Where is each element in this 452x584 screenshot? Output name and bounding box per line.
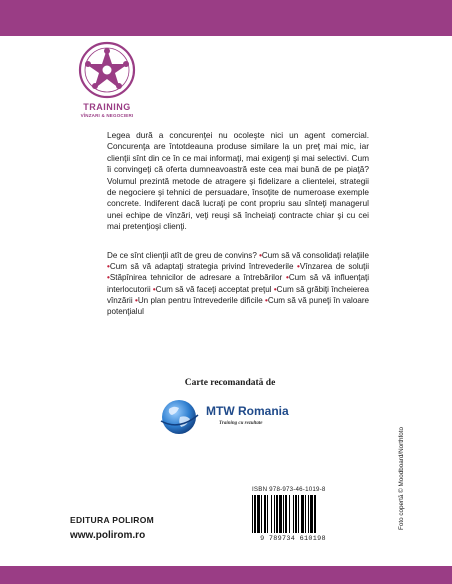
- barcode-digits: 9 789734 610198: [260, 535, 326, 543]
- contents-item: Stăpînirea tehnicilor de adresare a întrebărilor: [109, 273, 283, 283]
- five-figure-star-icon: [72, 40, 142, 100]
- recommendation-label: Carte recomandată de: [184, 378, 276, 388]
- bullet-icon: •: [107, 262, 110, 272]
- contents-item: Cum să grăbiţi încheierea vînzării: [107, 284, 369, 305]
- publisher-name: EDITURA POLIROM: [70, 515, 154, 525]
- photo-credit: Foto copertă © Moodboard/Northfoto: [398, 427, 405, 530]
- bullet-icon: •: [297, 262, 300, 272]
- mtw-tagline: Training cu rezultate: [219, 421, 263, 426]
- bullet-icon: •: [152, 284, 156, 294]
- logo-title: TRAINING: [83, 102, 131, 112]
- globe-icon: [157, 397, 201, 437]
- contents-item: Cum să vă consolidaţi relaţiile: [261, 251, 369, 260]
- publisher-website[interactable]: www.polirom.ro: [70, 530, 146, 541]
- bullet-icon: •: [265, 295, 268, 305]
- contents-item: Un plan pentru întrevederile dificile: [137, 295, 263, 305]
- logo-subtitle: VÎNZARI & NEGOCIERI: [80, 113, 134, 118]
- top-color-band: [0, 0, 452, 36]
- contents-item: Cum să vă adaptaţi strategia privind întrevederile: [109, 262, 294, 272]
- contents-item: Cum să vă faceţi acceptat preţul: [155, 284, 272, 294]
- barcode-icon: [250, 495, 336, 535]
- bottom-color-band: [0, 566, 452, 584]
- bullet-icon: •: [259, 251, 262, 260]
- bullet-icon: •: [107, 273, 110, 283]
- contents-list: [107, 250, 369, 317]
- contents-item: Cum să vă puneţi în valoare potenţialul: [107, 295, 370, 317]
- bullet-icon: •: [273, 284, 277, 294]
- isbn-text: ISBN 978-973-46-1019-8: [252, 486, 326, 493]
- training-logo: [52, 40, 162, 125]
- mtw-company-name: MTW Romania: [206, 404, 289, 418]
- contents-item: Vînzarea de soluţii: [299, 262, 370, 272]
- contents-item: De ce sînt clienţii atît de greu de convins?: [107, 251, 257, 260]
- bullet-icon: •: [285, 273, 289, 283]
- intro-paragraph: Legea dură a concurenţei nu ocoleşte nici un agent comercial. Concurenţa are întotdeauna produse similare la un preţ mai mic, iar clienţii sînt din ce în ce mai informaţi, mai exigenţi şi mai selectivi. Cum îi convingeţi că oferta dumneavoastră este cea mai bună de pe piaţă? Volumul prezintă metode de atragere şi fidelizare a clientelei, strategii de negociere şi tehnici de persuadare, însoţite de numeroase exemple concrete. Indiferent dacă lucraţi pe cont propriu sau sînteţi managerul unei echipe de vînzări, veţi reuşi să încheiaţi contracte chiar şi cu cei mai pretenţioşi clienţi.: [107, 130, 369, 232]
- bullet-icon: •: [134, 295, 138, 305]
- contents-item: Cum să vă influenţaţi interlocutorii: [107, 273, 370, 294]
